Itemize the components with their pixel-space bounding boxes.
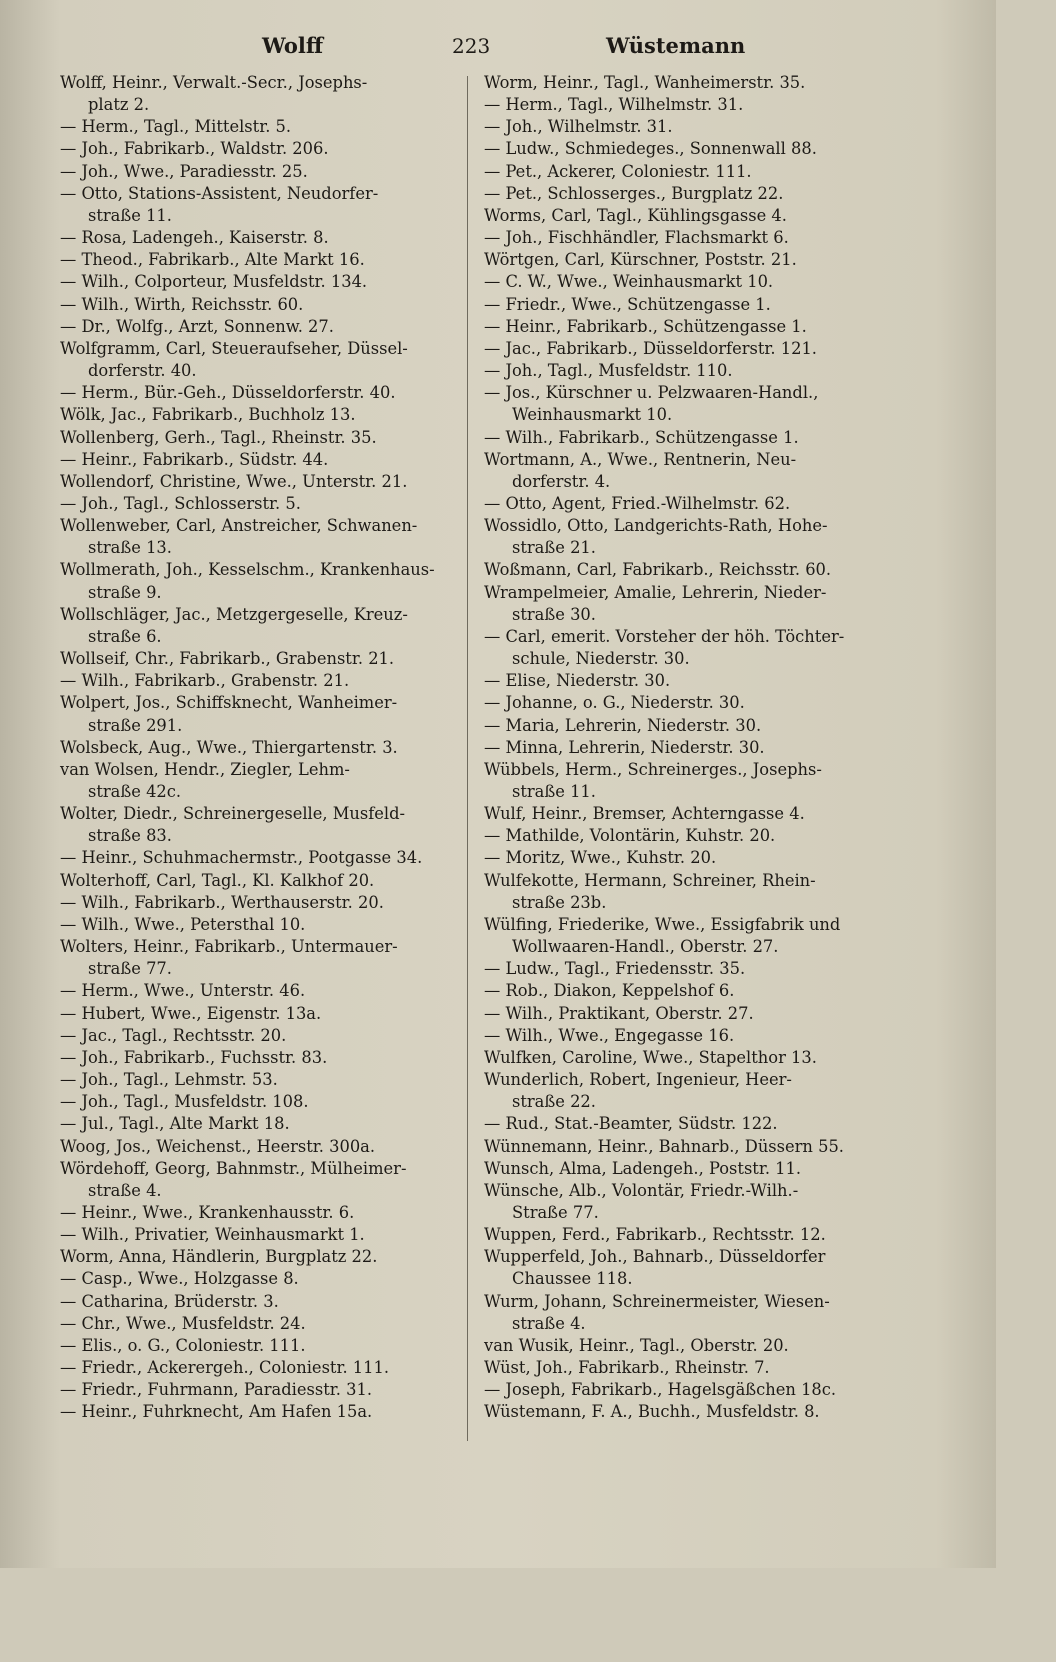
entry-line: — Wilh., Fabrikarb., Schützengasse 1. [484, 427, 799, 447]
directory-entry [60, 515, 460, 559]
directory-entry [60, 692, 460, 736]
directory-entry [484, 294, 894, 316]
entry-line: Woßmann, Carl, Fabrikarb., Reichsstr. 60. [484, 560, 832, 580]
entry-line: — Wilh., Wwe., Petersthal 10. [60, 914, 306, 934]
directory-entry [60, 382, 460, 404]
entry-continuation: straße 11. [512, 782, 596, 801]
directory-entry [484, 94, 894, 116]
directory-entry [60, 471, 460, 493]
directory-entry [60, 116, 460, 138]
entry-line: — Catharina, Brüderstr. 3. [60, 1291, 279, 1311]
directory-entry [484, 449, 894, 493]
entry-line: Wünnemann, Heinr., Bahnarb., Düssern 55. [484, 1136, 844, 1156]
directory-entry [484, 1136, 894, 1158]
entry-line: — Minna, Lehrerin, Niederstr. 30. [484, 737, 765, 757]
directory-entry [484, 626, 894, 670]
directory-entry [484, 715, 894, 737]
entry-line: — Joh., Tagl., Musfeldstr. 110. [484, 361, 733, 381]
entry-line: — Mathilde, Volontärin, Kuhstr. 20. [484, 826, 776, 846]
directory-entry [60, 1003, 460, 1025]
directory-entry [484, 1224, 894, 1246]
directory-entry [60, 1268, 460, 1290]
entry-line: — Herm., Wwe., Unterstr. 46. [60, 981, 306, 1001]
directory-entry [60, 1069, 460, 1091]
directory-entry [60, 1113, 460, 1135]
entry-line: — Joh., Wwe., Paradiesstr. 25. [60, 161, 308, 181]
entry-line: Wulfken, Caroline, Wwe., Stapelthor 13. [484, 1047, 817, 1067]
entry-continuation: Straße 77. [512, 1202, 599, 1222]
directory-entry [484, 249, 894, 271]
entry-line: — Maria, Lehrerin, Niederstr. 30. [484, 715, 762, 735]
directory-entry [484, 138, 894, 160]
directory-entry [484, 1158, 894, 1180]
directory-entry [60, 1335, 460, 1357]
entry-line: Wolfgramm, Carl, Steueraufseher, Düssel- [60, 338, 408, 358]
directory-entry [484, 316, 894, 338]
directory-entry [484, 1401, 894, 1423]
directory-entry [484, 1180, 894, 1224]
directory-entry [484, 161, 894, 183]
entry-line: — Pet., Ackerer, Coloniestr. 111. [484, 161, 752, 181]
entry-line: — Friedr., Wwe., Schützengasse 1. [484, 294, 771, 314]
directory-entry [60, 737, 460, 759]
directory-entry [484, 582, 894, 626]
entry-line: Wollmerath, Joh., Kesselschm., Krankenhaus- [60, 560, 435, 580]
directory-entry [60, 271, 460, 293]
entry-line: — Elise, Niederstr. 30. [484, 671, 671, 691]
entry-line: — Wilh., Privatier, Weinhausmarkt 1. [60, 1225, 365, 1245]
entry-line: Wupperfeld, Joh., Bahnarb., Düsseldorfer [484, 1247, 826, 1267]
entry-line: — Jul., Tagl., Alte Markt 18. [60, 1114, 290, 1134]
entry-line: — Heinr., Fuhrknecht, Am Hafen 15a. [60, 1402, 373, 1422]
entry-line: — Chr., Wwe., Musfeldstr. 24. [60, 1313, 306, 1333]
directory-entry [484, 360, 894, 382]
entry-continuation: dorferstr. 40. [88, 361, 197, 381]
entry-line: Wolter, Diedr., Schreinergeselle, Musfeld- [60, 804, 406, 824]
directory-entry [484, 1025, 894, 1047]
directory-entry [484, 515, 894, 559]
entry-line: van Wolsen, Hendr., Ziegler, Lehm- [60, 759, 350, 779]
entry-continuation: straße 11. [88, 205, 172, 225]
entry-line: Woog, Jos., Weichenst., Heerstr. 300a. [60, 1136, 376, 1156]
directory-entry [60, 72, 460, 116]
directory-entry [60, 936, 460, 980]
directory-entry [484, 803, 894, 825]
entry-line: — Theod., Fabrikarb., Alte Markt 16. [60, 250, 365, 270]
entry-line: — Wilh., Praktikant, Oberstr. 27. [484, 1003, 754, 1023]
entry-line: — Casp., Wwe., Holzgasse 8. [60, 1269, 299, 1289]
entry-line: — Otto, Agent, Fried.-Wilhelmstr. 62. [484, 493, 791, 513]
entry-continuation: straße 291. [88, 715, 183, 735]
entry-line: — Joseph, Fabrikarb., Hagelsgäßchen 18c. [484, 1380, 837, 1400]
entry-continuation: straße 13. [88, 538, 172, 558]
entry-line: — Heinr., Fabrikarb., Schützengasse 1. [484, 316, 807, 336]
directory-entry [60, 559, 460, 603]
directory-entry [60, 1379, 460, 1401]
entry-continuation: straße 83. [88, 826, 172, 846]
entry-line: Wollendorf, Christine, Wwe., Unterstr. 21. [60, 471, 408, 491]
directory-entry [484, 1069, 894, 1113]
left-column [60, 72, 460, 1424]
directory-entry [484, 759, 894, 803]
directory-entry [60, 1047, 460, 1069]
entry-line: — Rosa, Ladengeh., Kaiserstr. 8. [60, 228, 329, 248]
entry-line: Wüstemann, F. A., Buchh., Musfeldstr. 8. [484, 1402, 820, 1422]
directory-entry [60, 427, 460, 449]
entry-line: — Ludw., Tagl., Friedensstr. 35. [484, 959, 746, 979]
entry-line: — Joh., Tagl., Schlosserstr. 5. [60, 493, 301, 513]
entry-line: Wunderlich, Robert, Ingenieur, Heer- [484, 1070, 792, 1090]
entry-continuation: platz 2. [88, 95, 150, 115]
entry-line: — Ludw., Schmiedeges., Sonnenwall 88. [484, 139, 817, 159]
header-left-keyword: Wolff [262, 33, 324, 58]
entry-continuation: Wollwaaren-Handl., Oberstr. 27. [512, 937, 779, 957]
entry-line: — Jac., Fabrikarb., Düsseldorferstr. 121. [484, 338, 817, 358]
directory-entry [60, 1401, 460, 1423]
entry-line: — Heinr., Schuhmachermstr., Pootgasse 34. [60, 848, 423, 868]
entry-line: Worms, Carl, Tagl., Kühlingsgasse 4. [484, 205, 787, 225]
directory-entry [484, 493, 894, 515]
directory-entry [60, 1091, 460, 1113]
entry-line: Wunsch, Alma, Ladengeh., Poststr. 11. [484, 1158, 802, 1178]
entry-line: — Joh., Wilhelmstr. 31. [484, 117, 673, 137]
entry-line: — Heinr., Wwe., Krankenhausstr. 6. [60, 1202, 355, 1222]
directory-entry [60, 161, 460, 183]
entry-line: — Dr., Wolfg., Arzt, Sonnenw. 27. [60, 316, 334, 336]
entry-continuation: straße 42c. [88, 782, 182, 801]
entry-line: — Johanne, o. G., Niederstr. 30. [484, 693, 745, 713]
directory-entry [484, 559, 894, 581]
directory-entry [60, 892, 460, 914]
directory-entry [484, 670, 894, 692]
entry-line: — Rob., Diakon, Keppelshof 6. [484, 981, 735, 1001]
directory-entry [484, 847, 894, 869]
entry-line: Wolff, Heinr., Verwalt.-Secr., Josephs- [60, 73, 368, 92]
entry-line: Wölk, Jac., Fabrikarb., Buchholz 13. [60, 405, 356, 425]
directory-entry [60, 914, 460, 936]
entry-line: — Joh., Fabrikarb., Waldstr. 206. [60, 139, 329, 159]
directory-entry [484, 1357, 894, 1379]
entry-continuation: straße 23b. [512, 892, 607, 912]
directory-entry [484, 205, 894, 227]
entry-line: Wünsche, Alb., Volontär, Friedr.-Wilh.- [484, 1180, 799, 1200]
entry-line: — Otto, Stations-Assistent, Neudorfer- [60, 183, 379, 203]
directory-entry [60, 1357, 460, 1379]
entry-line: — C. W., Wwe., Weinhausmarkt 10. [484, 272, 774, 292]
entry-line: — Joh., Fabrikarb., Fuchsstr. 83. [60, 1047, 328, 1067]
directory-entry [60, 980, 460, 1002]
directory-entry [60, 1136, 460, 1158]
entry-line: Wortmann, A., Wwe., Rentnerin, Neu- [484, 449, 797, 469]
entry-continuation: Weinhausmarkt 10. [512, 405, 673, 425]
entry-line: Wülfing, Friederike, Wwe., Essigfabrik und [484, 914, 841, 934]
entry-continuation: straße 4. [88, 1180, 162, 1200]
entry-line: — Joh., Fischhändler, Flachsmarkt 6. [484, 228, 789, 248]
directory-entry [60, 493, 460, 515]
directory-entry [484, 980, 894, 1002]
entry-line: Wollenberg, Gerh., Tagl., Rheinstr. 35. [60, 427, 377, 447]
directory-entry [60, 604, 460, 648]
directory-entry [484, 1113, 894, 1135]
directory-entry [484, 116, 894, 138]
directory-entry [60, 648, 460, 670]
entry-line: — Rud., Stat.-Beamter, Südstr. 122. [484, 1114, 778, 1134]
right-column [484, 72, 894, 1424]
entry-line: — Hubert, Wwe., Eigenstr. 13a. [60, 1003, 322, 1023]
directory-entry [60, 847, 460, 869]
entry-line: Wulf, Heinr., Bremser, Achterngasse 4. [484, 804, 805, 824]
page-header [0, 26, 996, 66]
column-divider [467, 76, 468, 1441]
entry-line: — Herm., Tagl., Wilhelmstr. 31. [484, 95, 744, 115]
directory-entry [484, 737, 894, 759]
entry-line: Wollschläger, Jac., Metzgergeselle, Kreuz- [60, 604, 408, 624]
entry-continuation: straße 21. [512, 538, 596, 558]
entry-continuation: straße 77. [88, 959, 172, 979]
entry-line: — Wilh., Wwe., Engegasse 16. [484, 1025, 735, 1045]
entry-line: Wolpert, Jos., Schiffsknecht, Wanheimer- [60, 693, 398, 713]
entry-line: — Wilh., Fabrikarb., Werthauserstr. 20. [60, 892, 384, 912]
entry-line: — Moritz, Wwe., Kuhstr. 20. [484, 848, 717, 868]
entry-line: Wrampelmeier, Amalie, Lehrerin, Nieder- [484, 582, 827, 602]
directory-entry [484, 1047, 894, 1069]
entry-line: Wolters, Heinr., Fabrikarb., Untermauer- [60, 937, 398, 957]
directory-entry [484, 914, 894, 958]
directory-entry [60, 670, 460, 692]
entry-line: Wulfekotte, Hermann, Schreiner, Rhein- [484, 870, 816, 890]
directory-entry [484, 870, 894, 914]
directory-entry [484, 382, 894, 426]
entry-continuation: straße 6. [88, 626, 162, 646]
directory-entry [60, 316, 460, 338]
directory-entry [484, 692, 894, 714]
entry-continuation: straße 9. [88, 582, 162, 602]
directory-entry [60, 1313, 460, 1335]
directory-entry [484, 183, 894, 205]
entry-continuation: schule, Niederstr. 30. [512, 649, 690, 669]
directory-entry [60, 803, 460, 847]
directory-entry [484, 1003, 894, 1025]
directory-entry [60, 870, 460, 892]
directory-entry [484, 271, 894, 293]
directory-entry [484, 72, 894, 94]
entry-line: Wuppen, Ferd., Fabrikarb., Rechtsstr. 12. [484, 1225, 826, 1245]
entry-line: — Wilh., Wirth, Reichsstr. 60. [60, 294, 304, 314]
directory-entry [484, 1335, 894, 1357]
entry-line: van Wusik, Heinr., Tagl., Oberstr. 20. [484, 1335, 789, 1355]
directory-entry [60, 1291, 460, 1313]
directory-entry [484, 338, 894, 360]
directory-entry [60, 449, 460, 471]
directory-entry [60, 294, 460, 316]
entry-line: — Joh., Tagl., Lehmstr. 53. [60, 1070, 278, 1090]
directory-entry [484, 427, 894, 449]
entry-continuation: Chaussee 118. [512, 1269, 633, 1289]
entry-continuation: straße 22. [512, 1092, 596, 1112]
entry-line: — Carl, emerit. Vorsteher der höh. Töchter- [484, 626, 845, 646]
directory-entry [484, 1379, 894, 1401]
entry-line: Wolsbeck, Aug., Wwe., Thiergartenstr. 3. [60, 737, 398, 757]
entry-line: Worm, Anna, Händlerin, Burgplatz 22. [60, 1247, 378, 1267]
directory-entry [484, 1291, 894, 1335]
directory-entry [60, 249, 460, 271]
entry-line: Wollenweber, Carl, Anstreicher, Schwanen- [60, 516, 418, 536]
entry-line: — Heinr., Fabrikarb., Südstr. 44. [60, 449, 329, 469]
entry-line: — Herm., Bür.-Geh., Düsseldorferstr. 40. [60, 383, 396, 403]
entry-continuation: straße 4. [512, 1313, 586, 1333]
entry-line: Worm, Heinr., Tagl., Wanheimerstr. 35. [484, 73, 806, 92]
entry-line: — Friedr., Fuhrmann, Paradiesstr. 31. [60, 1380, 373, 1400]
directory-entry [60, 1202, 460, 1224]
directory-entry [60, 1246, 460, 1268]
entry-line: — Elis., o. G., Coloniestr. 111. [60, 1335, 306, 1355]
directory-entry [484, 227, 894, 249]
directory-entry [60, 1025, 460, 1047]
entry-line: Wolterhoff, Carl, Tagl., Kl. Kalkhof 20. [60, 870, 375, 890]
directory-entry [484, 1246, 894, 1290]
directory-entry [60, 759, 460, 803]
directory-entry [484, 958, 894, 980]
entry-line: — Herm., Tagl., Mittelstr. 5. [60, 117, 292, 137]
entry-line: Wübbels, Herm., Schreinerges., Josephs- [484, 759, 822, 779]
entry-line: — Jac., Tagl., Rechtsstr. 20. [60, 1025, 287, 1045]
header-right-keyword: Wüstemann [606, 33, 746, 58]
entry-line: Wördehoff, Georg, Bahnmstr., Mülheimer- [60, 1158, 407, 1178]
entry-line: — Joh., Tagl., Musfeldstr. 108. [60, 1092, 309, 1112]
entry-line: — Friedr., Ackerergeh., Coloniestr. 111. [60, 1358, 390, 1378]
page-number: 223 [452, 34, 491, 58]
entry-line: Wüst, Joh., Fabrikarb., Rheinstr. 7. [484, 1358, 770, 1378]
directory-entry [60, 183, 460, 227]
directory-entry [60, 1224, 460, 1246]
entry-continuation: straße 30. [512, 604, 596, 624]
directory-entry [60, 138, 460, 160]
entry-line: — Pet., Schlosserges., Burgplatz 22. [484, 183, 784, 203]
entry-line: Wollseif, Chr., Fabrikarb., Grabenstr. 21. [60, 649, 395, 669]
directory-entry [484, 825, 894, 847]
directory-entry [60, 404, 460, 426]
entry-continuation: dorferstr. 4. [512, 471, 611, 491]
entry-line: Wörtgen, Carl, Kürschner, Poststr. 21. [484, 250, 797, 270]
entry-line: Wurm, Johann, Schreinermeister, Wiesen- [484, 1291, 830, 1311]
directory-entry [60, 227, 460, 249]
entry-line: — Wilh., Colporteur, Musfeldstr. 134. [60, 272, 368, 292]
entry-line: — Jos., Kürschner u. Pelzwaaren-Handl., [484, 383, 819, 403]
entry-line: — Wilh., Fabrikarb., Grabenstr. 21. [60, 671, 350, 691]
entry-line: Wossidlo, Otto, Landgerichts-Rath, Hohe- [484, 516, 828, 536]
directory-entry [60, 338, 460, 382]
directory-entry [60, 1158, 460, 1202]
